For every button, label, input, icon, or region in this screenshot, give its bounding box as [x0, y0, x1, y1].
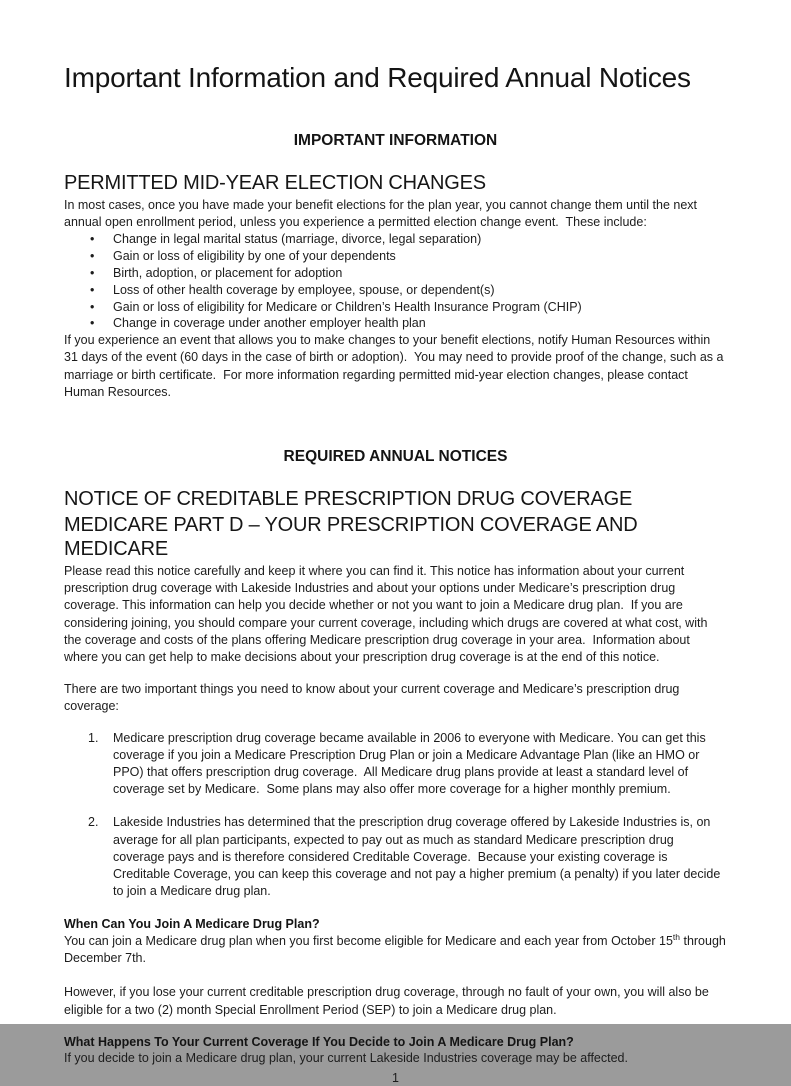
what-happens-paragraph: If you decide to join a Medicare drug plan, your current Lakeside Industries coverage may be affected. [64, 1051, 628, 1066]
list-item: • Gain or loss of eligibility for Medicare or Children’s Health Insurance Program (CHIP) [64, 299, 727, 316]
heading-medicare-part-d: MEDICARE PART D – YOUR PRESCRIPTION COVERAGE AND MEDICARE [64, 514, 638, 560]
two-important-things-paragraph: There are two important things you need to know about your current coverage and Medicare’s prescription drug coverage: [64, 682, 683, 714]
when-can-you-join-paragraph [64, 931, 730, 967]
list-item: • Loss of other health coverage by employee, spouse, or dependent(s) [64, 282, 727, 299]
numbered-item: Medicare prescription drug coverage became available in 2006 to everyone with Medicare. You can get this coverage if you join a Medicare Prescription Drug Plan or join a Medicare Advantage Plan (like an HMO or PPO) that offers prescription drug coverage. All Medicare drug plans provide at least a standard level of coverage set by Medicare. Some plans may also offer more coverage for a higher monthly premium. [113, 730, 710, 797]
permitted-changes-intro-paragraph: In most cases, once you have made your benefit elections for the plan year, you cannot change them until the next annual open enrollment period, unless you experience a permitted election change event. These include: [64, 198, 701, 230]
document-title: Important Information and Required Annual Notices [64, 62, 691, 93]
join-paragraph-text-start: You can join a Medicare drug plan when you first become eligible for Medicare and each year from October 15 [64, 933, 673, 948]
permitted-changes-outro-paragraph: If you experience an event that allows you to make changes to your benefit elections, notify Human Resources within 31 days of the event (60 days in the case of birth or adoption). You may need to provide proof of the change, such as a marriage or birth certificate. For more information regarding permitted mid-year election changes, please contact Human Resources. [64, 333, 727, 399]
list-item: • Birth, adoption, or placement for adoption [64, 265, 727, 282]
subheading-what-happens-to-current-coverage: What Happens To Your Current Coverage If You Decide to Join A Medicare Drug Plan? [64, 1034, 574, 1049]
join-paragraph-text-end: through December 7th. [64, 933, 730, 966]
section-heading-required-annual-notices: REQUIRED ANNUAL NOTICES [283, 448, 508, 465]
heading-notice-of-creditable-prescription-drug-coverage: NOTICE OF CREDITABLE PRESCRIPTION DRUG COVERAGE [64, 488, 633, 510]
special-enrollment-period-paragraph: However, if you lose your current creditable prescription drug coverage, through no fault of your own, you will also be eligible for a two (2) month Special Enrollment Period (SEP) to join a Medicare drug plan. [64, 985, 713, 1017]
ordinal-superscript: th [672, 931, 680, 942]
medicare-coverage-numbered-list [64, 730, 727, 901]
creditable-coverage-intro-paragraph: Please read this notice carefully and keep it where you can find it. This notice has information about your current prescription drug coverage with Lakeside Industries and about your options under Medicare’s prescription drug coverage. This information can help you decide whether or not you want to join a Medicare drug plan. If you are considering joining, you should compare your current coverage, including which drugs are covered at what cost, with the coverage and costs of the plans offering Medicare prescription drug coverage in your area. Information about where you can get help to make decisions about your prescription drug coverage is at the end of this notice. [64, 564, 711, 665]
list-item: • Gain or loss of eligibility by one of your dependents [64, 248, 727, 265]
subheading-when-can-you-join: When Can You Join A Medicare Drug Plan? [64, 917, 320, 932]
page-number: 1 [392, 1071, 399, 1086]
election-change-events-list [64, 231, 727, 332]
heading-permitted-mid-year-election-changes: PERMITTED MID-YEAR ELECTION CHANGES [64, 172, 486, 194]
list-item: • Change in legal marital status (marriage, divorce, legal separation) [64, 231, 727, 248]
section-heading-important-information: IMPORTANT INFORMATION [293, 132, 498, 149]
numbered-item: Lakeside Industries has determined that the prescription drug coverage offered by Lakeside Industries is, on average for all plan participants, expected to pay out as much as standard Medicare prescription drug coverage pays and is therefore considered Creditable Coverage. Because your existing coverage is Creditable Coverage, you can keep this coverage and not pay a higher premium (a penalty) if you later decide to join a Medicare drug plan. [113, 815, 724, 899]
list-item: • Change in coverage under another employer health plan [64, 315, 727, 332]
